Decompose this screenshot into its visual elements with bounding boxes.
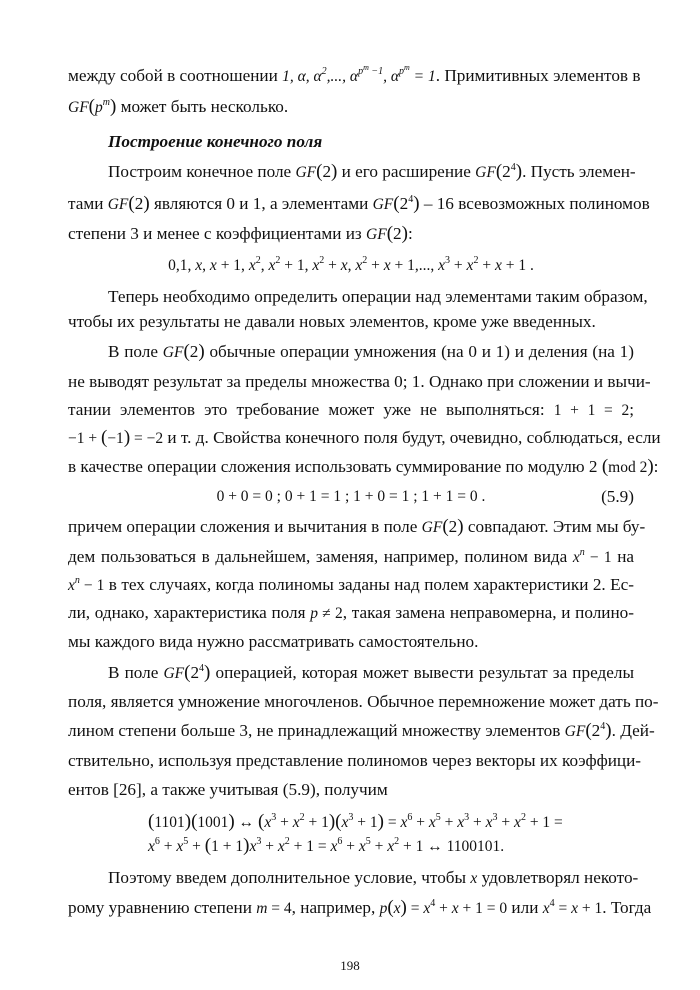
text-segment: удовлетворял некото- [481, 868, 639, 887]
text-line: чтобы их результаты не давали новых элементов, кроме уже введенных. [68, 312, 596, 331]
text-segment: степени 3 и менее с коэффициентами из [68, 224, 362, 243]
text-line: рому уравнению степени m = 4, например, $p(x) = x^4 + x + 1 = 0$ или $x^4 = x + 1$. Тогда [68, 897, 652, 918]
text-segment: лином степени больше 3, не принадлежащий множеству элементов [68, 721, 561, 740]
text-line: В поле GF(2) обычные операции умножения (на 0 и 1) и деления (на 1) [108, 341, 634, 362]
text-line: поля, является умножение многочленов. Обычное перемножение может дать по- [68, 692, 659, 711]
formula-powers: 1, α, $\alpha^2$,..., $\alpha^{p^m -1}$, $\alpha^{p^m} = 1$ [282, 63, 436, 85]
text-segment: тании элементов это требование может уже не выполняться: [68, 400, 545, 419]
text-segment: совпадают. Этим мы бу- [467, 517, 646, 536]
text-segment: операцией, которая может вывести результат за пределы [215, 663, 634, 682]
equation-number: (5.9) [601, 487, 634, 506]
page-number: 198 [340, 958, 360, 973]
text-segment: Построим конечное поле [108, 162, 292, 181]
text-line: Теперь необходимо определить операции над элементами таким образом, [108, 287, 648, 306]
text-segment: и т. д. Свойства конечного поля будут, очевидно, соблюдаться, если [167, 428, 661, 447]
text-segment: являются 0 и 1, а элементами [153, 194, 369, 213]
formula-product-line1: (1101)(1001) ↔ $(x^3 + x^2 + 1)(x^3 + 1) = x^6 + x^5 + x^3 + x^3 + x^2 + 1$ = [148, 811, 563, 832]
text-line: причем операции сложения и вычитания в поле GF(2) совпадают. Этим мы бу- [68, 516, 646, 537]
text-line: Построим конечное поле GF(2) и его расширение $GF(2^4)$. Пусть элемен- [108, 161, 636, 182]
formula-mod2-sum: 0 + 0 = 0 ; 0 + 1 = 1 ; 1 + 0 = 1 ; 1 + 1 = 0 . [216, 488, 486, 505]
text-line: ли, однако, характеристика поля p ≠ 2, такая замена неправомерна, и полино- [68, 603, 634, 622]
text-line: лином степени больше 3, не принадлежащий множеству элементов $GF(2^4)$. Дей- [68, 720, 655, 741]
text-segment: рому уравнению степени [68, 898, 252, 917]
text-segment: – 16 всевозможных полиномов [423, 194, 650, 213]
text-line: тами GF(2) являются 0 и 1, а элементами $GF(2^4) - 16$ всевозможных полиномов [68, 193, 650, 214]
text-segment: на [617, 547, 635, 566]
text-line: в качестве операции сложения использовать суммирование по модулю 2 (mod 2): [68, 456, 659, 477]
text-segment: в качестве операции сложения использовать суммирование по модулю 2 [68, 457, 598, 476]
text-segment: Поэтому введем дополнительное условие, чтобы [108, 868, 467, 887]
formula-elements-list: 0,1, x, x + 1, $x^2$, $x^2 + 1$, $x^2 + x$, $x^2 + x + 1$,..., $x^3 + x^2 + x + 1$ . [168, 255, 534, 274]
section-heading: Построение конечного поля [108, 132, 323, 151]
text-line: В поле $GF(2^4)$ операцией, которая может вывести результат за пределы [108, 662, 634, 683]
text-segment: может быть несколько. [120, 97, 289, 116]
text-segment: дем пользоваться в дальнейшем, заменяя, например, полином вида [68, 547, 568, 566]
text-line: ентов [26], а также учитывая (5.9), получим [68, 780, 388, 799]
text-line: мы каждого вида нужно рассматривать самостоятельно. [68, 632, 479, 651]
text-line: ствительно, используя представление полиномов через векторы их коэффици- [68, 751, 642, 770]
text-segment: , например, [291, 898, 376, 917]
formula-product-line2: $x^6 + x^5 + (1 + 1)x^3 + x^2 + 1 = x^6 + x^5 + x^2 + 1$ ↔ 1100101. [148, 835, 505, 856]
text-segment: или [511, 898, 539, 917]
text-segment: В поле [108, 342, 158, 361]
text-line: $x^n - 1$ в тех случаях, когда полиномы заданы над полем характеристики 2. Ес- [68, 575, 634, 594]
text-line: −1 + (−1) = −2 и т. д. Свойства конечного поля будут, очевидно, соблюдаться, если [68, 427, 661, 448]
text-segment: обычные операции умножения (на 0 и 1) и деления (на 1) [209, 342, 634, 361]
text-line: степени 3 и менее с коэффициентами из GF(2): [68, 223, 413, 244]
text-line: тании элементов это требование может уже не выполняться: 1 + 1 = 2; [68, 400, 634, 419]
text-segment: . Пусть элемен- [522, 162, 636, 181]
formula-gf-pm: GF [68, 99, 89, 116]
text-segment: и его расширение [341, 162, 471, 181]
text-segment: . Тогда [602, 898, 652, 917]
text-segment: тами [68, 194, 104, 213]
text-line: $GF(p^m)$ может быть несколько. [68, 96, 289, 117]
text-segment: В поле [108, 663, 159, 682]
text-line: дем пользоваться в дальнейшем, заменяя, например, полином вида $x^n - 1$ на [68, 547, 635, 566]
text-line: не выводят результат за пределы множества 0; 1. Однако при сложении и вычи- [68, 372, 651, 391]
text-segment: между собой в соотношении [68, 66, 278, 85]
text-segment: . Примитивных элементов в [435, 66, 641, 85]
text-segment: ли, однако, характеристика поля [68, 603, 306, 622]
text-segment: причем операции сложения и вычитания в поле [68, 517, 418, 536]
text-line [68, 63, 641, 89]
text-segment: , такая замена неправомерна, и полино- [342, 603, 634, 622]
text-line: Поэтому введем дополнительное условие, чтобы x удовлетворял некото- [108, 868, 639, 887]
text-segment: . Дей- [611, 721, 655, 740]
text-segment: в тех случаях, когда полиномы заданы над полем характеристики 2. Ес- [108, 575, 634, 594]
